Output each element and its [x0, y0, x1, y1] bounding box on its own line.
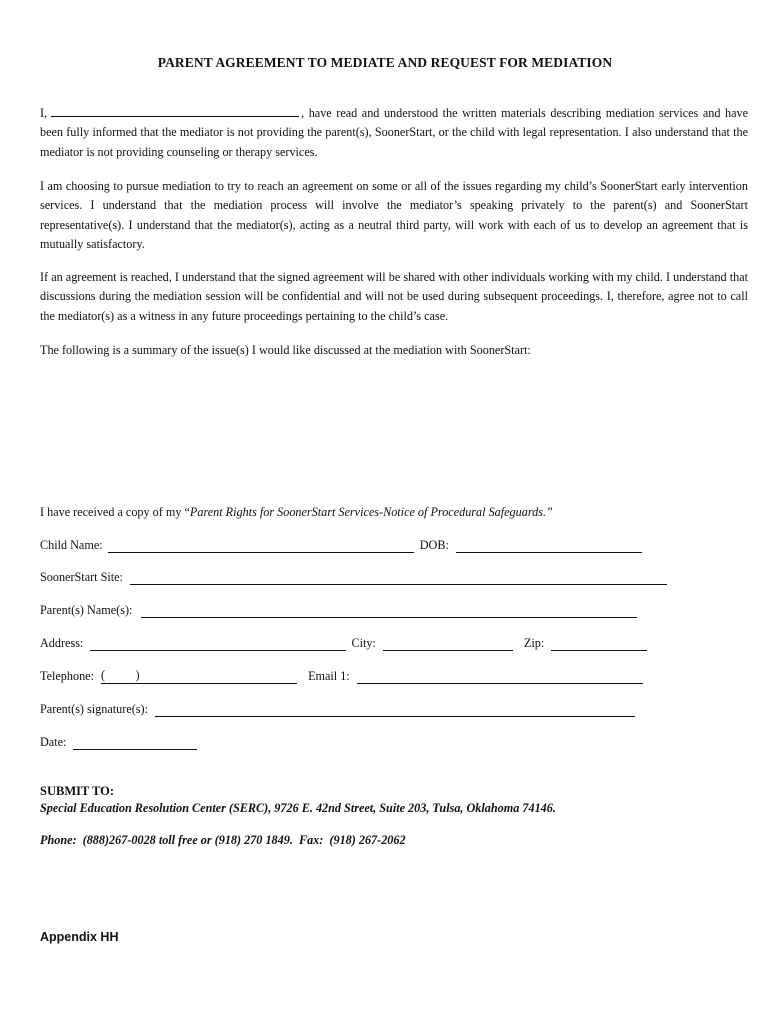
address-row: [40, 636, 647, 654]
child-name-field[interactable]: [108, 539, 414, 553]
parent-names-label: Parent(s) Name(s):: [40, 603, 133, 617]
received-prefix: I have received a copy of my “: [40, 505, 190, 519]
paragraph-choosing-mediation: I am choosing to pursue mediation to try to reach an agreement on some or all of the issues regarding my child’s SoonerStart early intervention services. I understand that the mediation process will involve the mediator’s speaking privately to the parent(s) and SoonerStart representative(s). I understand that the mediator(s), acting as a neutral third party, will work with each of us to develop an agreement that is mutually satisfactory.: [40, 179, 748, 251]
site-row: [40, 570, 667, 588]
submit-phone: Phone: (888)267-0028 toll free or (918) 270 1849. Fax: (918) 267-2062: [40, 833, 406, 847]
city-field[interactable]: [383, 637, 513, 651]
signature-row: [40, 702, 635, 720]
telephone-label: Telephone:: [40, 669, 94, 683]
parent-name-blank[interactable]: [51, 104, 299, 117]
paragraph-agreement-confidentiality: If an agreement is reached, I understand that the signed agreement will be shared with other individuals working with my child. I understand that discussions during the mediation session will be confidential and will not be used during subsequent proceedings. I, therefore, agree not to call the mediator(s) as a witness in any future proceedings pertaining to the child’s case.: [40, 270, 748, 323]
address-label: Address:: [40, 636, 84, 650]
paragraph-issue-summary: The following is a summary of the issue(s) I would like discussed at the mediation with SoonerStart:: [40, 343, 531, 357]
email-field[interactable]: [357, 670, 643, 684]
para1-text: , have read and understood the written materials describing mediation services and have been fully informed that the mediator is not providing the parent(s), SoonerStart, or the child with legal representation. I also understand that the mediator is not providing counseling or therapy services.: [40, 106, 748, 159]
address-field[interactable]: [90, 637, 346, 651]
telephone-field[interactable]: [101, 670, 297, 684]
para1-prefix: I,: [40, 106, 48, 120]
site-label: SoonerStart Site:: [40, 570, 123, 584]
document-title: PARENT AGREEMENT TO MEDIATE AND REQUEST FOR MEDIATION: [157, 55, 613, 70]
date-field[interactable]: [73, 736, 197, 750]
child-name-row: [40, 538, 642, 556]
signature-label: Parent(s) signature(s):: [40, 702, 148, 716]
zip-label: Zip:: [523, 636, 545, 650]
submit-address: Special Education Resolution Center (SERC), 9726 E. 42nd Street, Suite 203, Tulsa, Oklahoma 74146.: [40, 801, 556, 815]
date-row: [40, 735, 197, 753]
parent-names-field[interactable]: [141, 604, 637, 618]
site-field[interactable]: [130, 571, 667, 585]
child-name-label: Child Name:: [40, 538, 103, 552]
telephone-area-code: ( ): [101, 668, 140, 682]
zip-field[interactable]: [551, 637, 647, 651]
date-label: Date:: [40, 735, 67, 749]
parent-names-row: [40, 603, 637, 621]
appendix-label: Appendix HH: [40, 930, 119, 944]
dob-label: DOB:: [419, 538, 449, 552]
submit-heading: SUBMIT TO:: [40, 784, 114, 798]
signature-field[interactable]: [155, 703, 635, 717]
email-label: Email 1:: [308, 669, 350, 683]
paragraph-understanding: [40, 104, 748, 162]
city-label: City:: [351, 636, 376, 650]
procedural-safeguards-title: Parent Rights for SoonerStart Services-Notice of Procedural Safeguards.”: [189, 505, 553, 519]
dob-field[interactable]: [456, 539, 642, 553]
contact-row: [40, 669, 643, 687]
received-copy-statement: [40, 505, 553, 520]
